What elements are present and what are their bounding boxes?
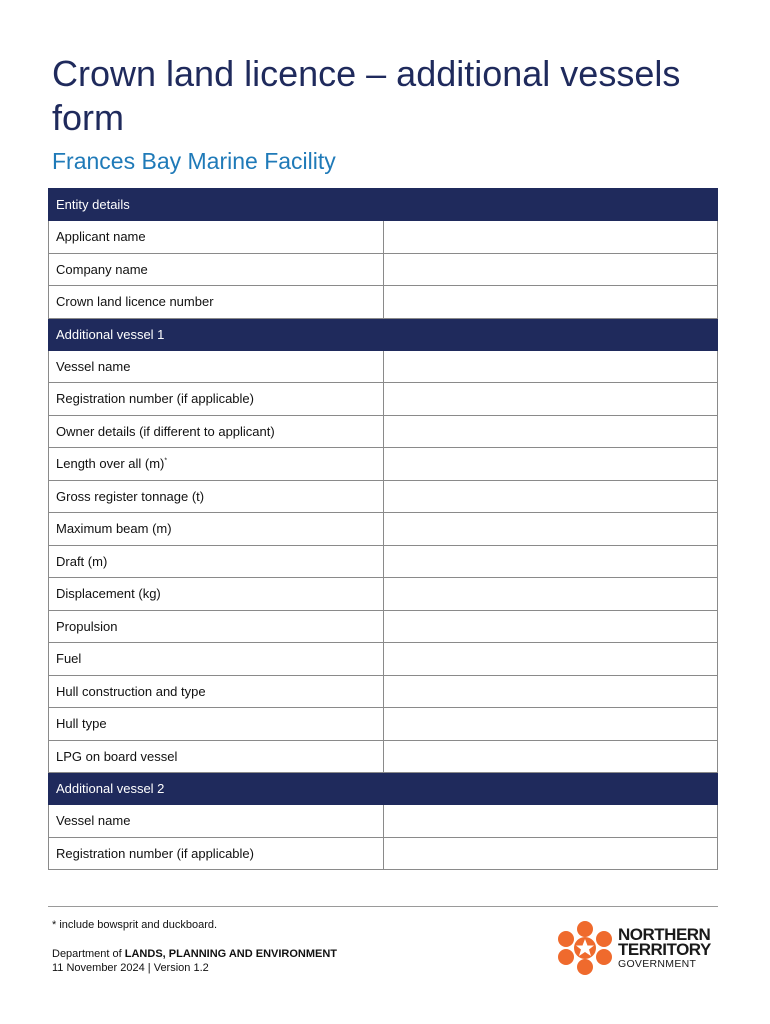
form-row: [49, 513, 718, 546]
form-row: [49, 675, 718, 708]
form-row: [49, 415, 718, 448]
vessel2-name-input[interactable]: [383, 805, 718, 838]
vessel1-hull-type-input[interactable]: [383, 708, 718, 741]
form-row: [49, 350, 718, 383]
vessel1-lpg-input[interactable]: [383, 740, 718, 773]
page-title: Crown land licence – additional vessels form: [52, 53, 681, 138]
field-label: Registration number (if applicable): [49, 383, 384, 416]
field-label: Hull type: [49, 708, 384, 741]
vessel1-fuel-input[interactable]: [383, 643, 718, 676]
nt-government-logo: [556, 920, 724, 976]
field-label: Propulsion: [49, 610, 384, 643]
field-label: Hull construction and type: [49, 675, 384, 708]
form-row: [49, 578, 718, 611]
logo-line-3: GOVERNMENT: [618, 958, 697, 970]
field-label-length: [49, 448, 384, 481]
version-line: 11 November 2024 | Version 1.2: [52, 962, 209, 974]
desert-rose-icon: [556, 920, 614, 976]
form-row: [49, 253, 718, 286]
field-label: Registration number (if applicable): [49, 837, 384, 870]
vessel1-length-input[interactable]: [383, 448, 718, 481]
form-row: [49, 383, 718, 416]
field-label: Draft (m): [49, 545, 384, 578]
section-header-entity: [49, 189, 718, 221]
department-line: [52, 948, 337, 960]
field-label: Owner details (if different to applicant): [49, 415, 384, 448]
field-label: Gross register tonnage (t): [49, 480, 384, 513]
section-heading: Additional vessel 2: [49, 773, 718, 805]
field-label: Fuel: [49, 643, 384, 676]
form-row: [49, 221, 718, 254]
field-label: Displacement (kg): [49, 578, 384, 611]
vessel1-registration-input[interactable]: [383, 383, 718, 416]
department-name: LANDS, PLANNING AND ENVIRONMENT: [124, 948, 338, 960]
footnote-marker: *: [164, 457, 168, 465]
vessel1-tonnage-input[interactable]: [383, 480, 718, 513]
footnote: * include bowsprit and duckboard.: [52, 919, 218, 931]
form-row: [49, 708, 718, 741]
licence-number-input[interactable]: [383, 286, 718, 319]
form-row: [49, 448, 718, 481]
vessel1-draft-input[interactable]: [383, 545, 718, 578]
form-row: [49, 837, 718, 870]
field-label: Crown land licence number: [49, 286, 384, 319]
vessel1-propulsion-input[interactable]: [383, 610, 718, 643]
form-row: [49, 545, 718, 578]
vessel1-owner-input[interactable]: [383, 415, 718, 448]
section-header-vessel-1: [49, 318, 718, 350]
field-label: Company name: [49, 253, 384, 286]
logo-line-1: NORTHERN: [618, 925, 711, 944]
section-header-vessel-2: [49, 773, 718, 805]
form-row: [49, 805, 718, 838]
form-row: [49, 643, 718, 676]
field-label: Maximum beam (m): [49, 513, 384, 546]
applicant-name-input[interactable]: [383, 221, 718, 254]
vessel2-registration-input[interactable]: [383, 837, 718, 870]
page-subtitle: Frances Bay Marine Facility: [52, 148, 336, 174]
vessel1-name-input[interactable]: [383, 350, 718, 383]
field-label-text: Length over all (m): [56, 456, 165, 472]
vessel1-displacement-input[interactable]: [383, 578, 718, 611]
vessel1-hull-construction-input[interactable]: [383, 675, 718, 708]
section-heading: Additional vessel 1: [49, 318, 718, 350]
form-row: [49, 480, 718, 513]
field-label: Vessel name: [49, 805, 384, 838]
form-row: [49, 610, 718, 643]
form-row: [49, 740, 718, 773]
company-name-input[interactable]: [383, 253, 718, 286]
field-label: Applicant name: [49, 221, 384, 254]
section-heading: Entity details: [49, 189, 718, 221]
field-label: LPG on board vessel: [49, 740, 384, 773]
form-table: [48, 188, 718, 870]
logo-line-2: TERRITORY: [618, 940, 711, 959]
vessel1-beam-input[interactable]: [383, 513, 718, 546]
form-row: [49, 286, 718, 319]
department-prefix: Department of: [52, 948, 122, 960]
field-label: Vessel name: [49, 350, 384, 383]
footer-divider: [48, 906, 718, 907]
